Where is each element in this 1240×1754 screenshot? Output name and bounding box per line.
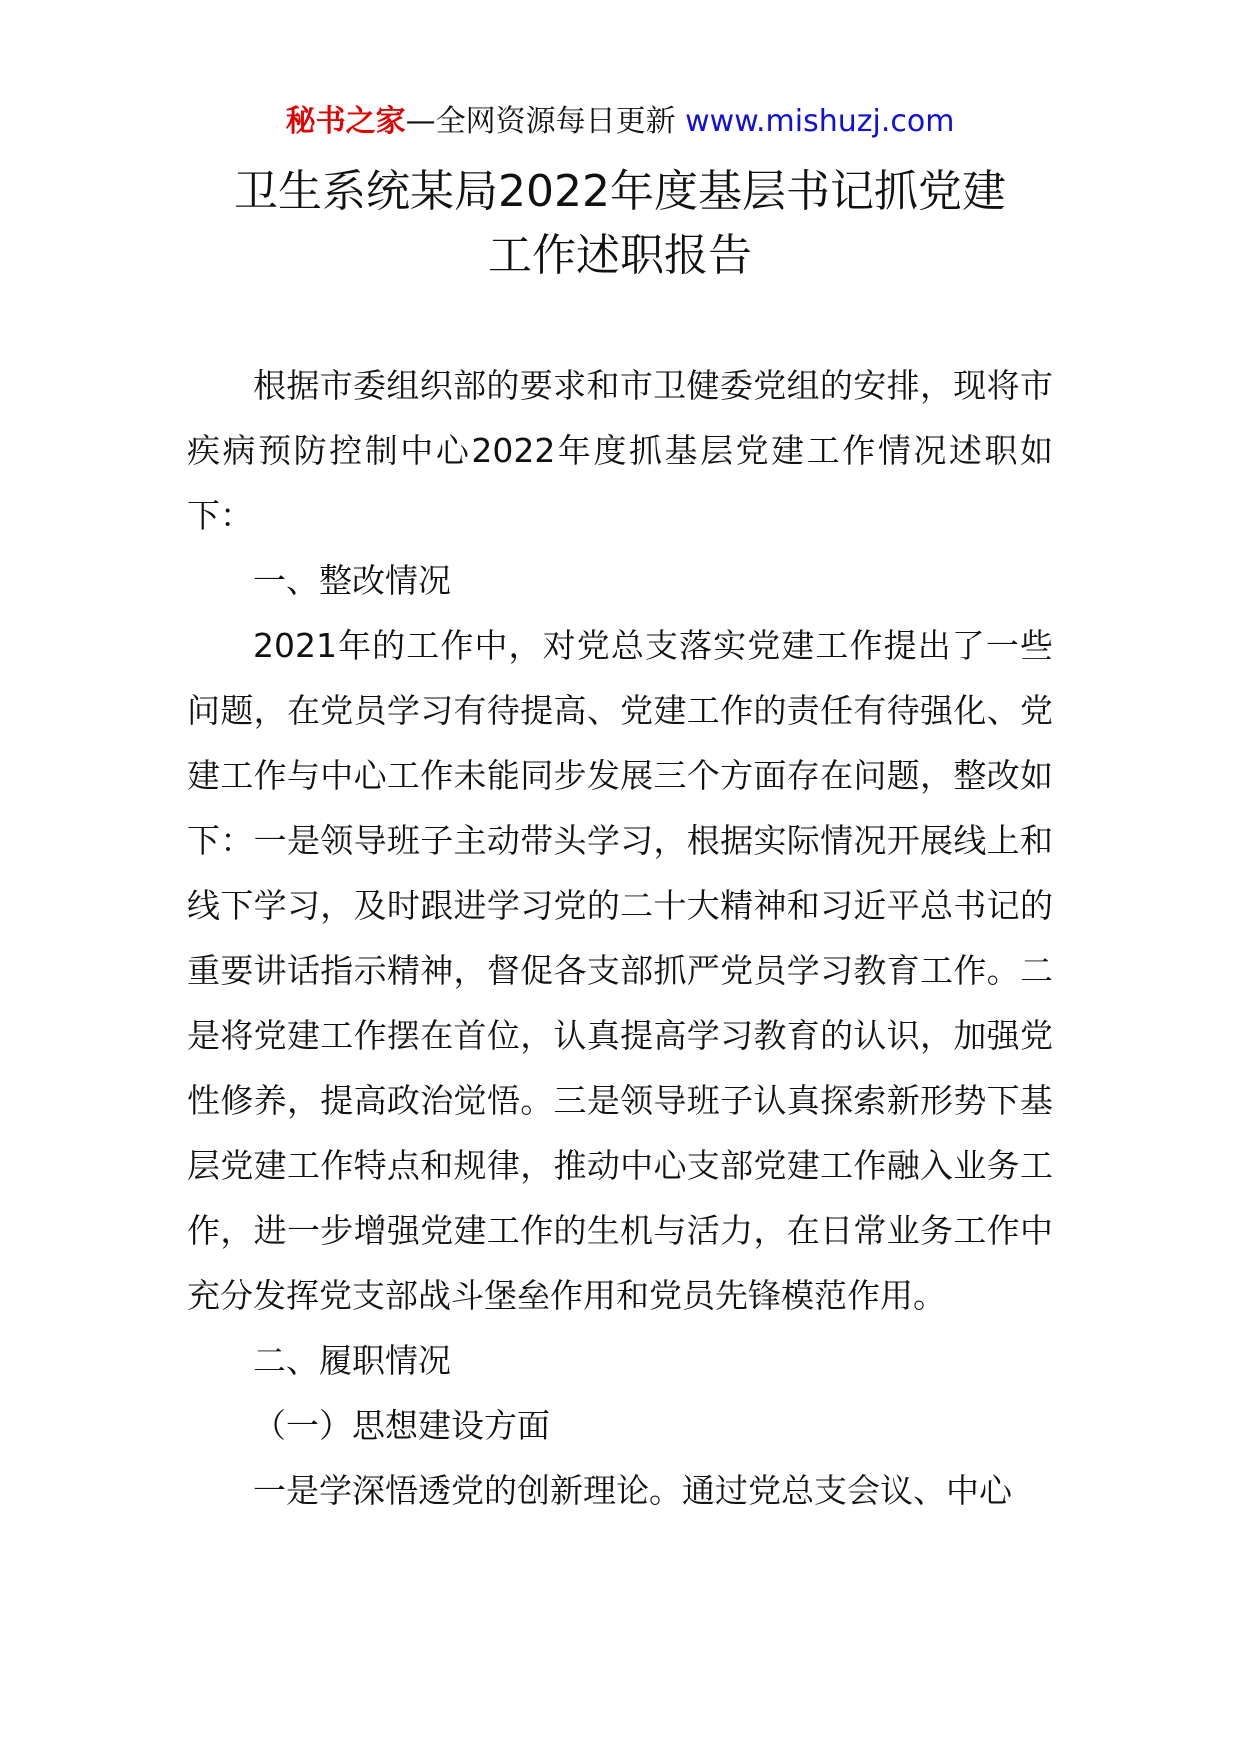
ideology-paragraph: 一是学深悟透党的创新理论。通过党总支会议、中心 <box>253 1471 1012 1510</box>
document-title <box>150 160 1090 288</box>
site-brand: 秘书之家 <box>285 104 406 139</box>
document-title-line-2: 工作述职报告 <box>488 230 752 281</box>
site-watermark-header <box>0 100 1240 144</box>
intro-paragraph: 根据市委组织部的要求和市卫健委党组的安排，现将市疾病预防控制中心2022年度抓基层党建工作情况述职如下： <box>187 366 1053 535</box>
section-heading-duties: 二、履职情况 <box>253 1341 451 1380</box>
section-heading-rectification: 一、整改情况 <box>253 561 451 600</box>
subsection-heading-ideology: （一）思想建设方面 <box>253 1406 550 1445</box>
site-tagline: —全网资源每日更新 <box>405 104 686 139</box>
document-body <box>187 353 1053 1523</box>
site-url: www.mishuzj.com <box>685 104 955 139</box>
document-title-line-1: 卫生系统某局2022年度基层书记抓党建 <box>234 166 1006 217</box>
rectification-paragraph: 2021年的工作中，对党总支落实党建工作提出了一些问题，在党员学习有待提高、党建工作的责任有待强化、党建工作与中心工作未能同步发展三个方面存在问题，整改如下：一是领导班子主动带头学习，根据实际情况开展线上和线下学习，及时跟进学习党的二十大精神和习近平总书记的重要讲话指示精神，督促各支部抓严党员学习教育工作。二是将党建工作摆在首位，认真提高学习教育的认识，加强党性修养，提高政治觉悟。三是领导班子认真探索新形势下基层党建工作特点和规律，推动中心支部党建工作融入业务工作，进一步增强党建工作的生机与活力，在日常业务工作中充分发挥党支部战斗堡垒作用和党员先锋模范作用。 <box>187 626 1053 1315</box>
